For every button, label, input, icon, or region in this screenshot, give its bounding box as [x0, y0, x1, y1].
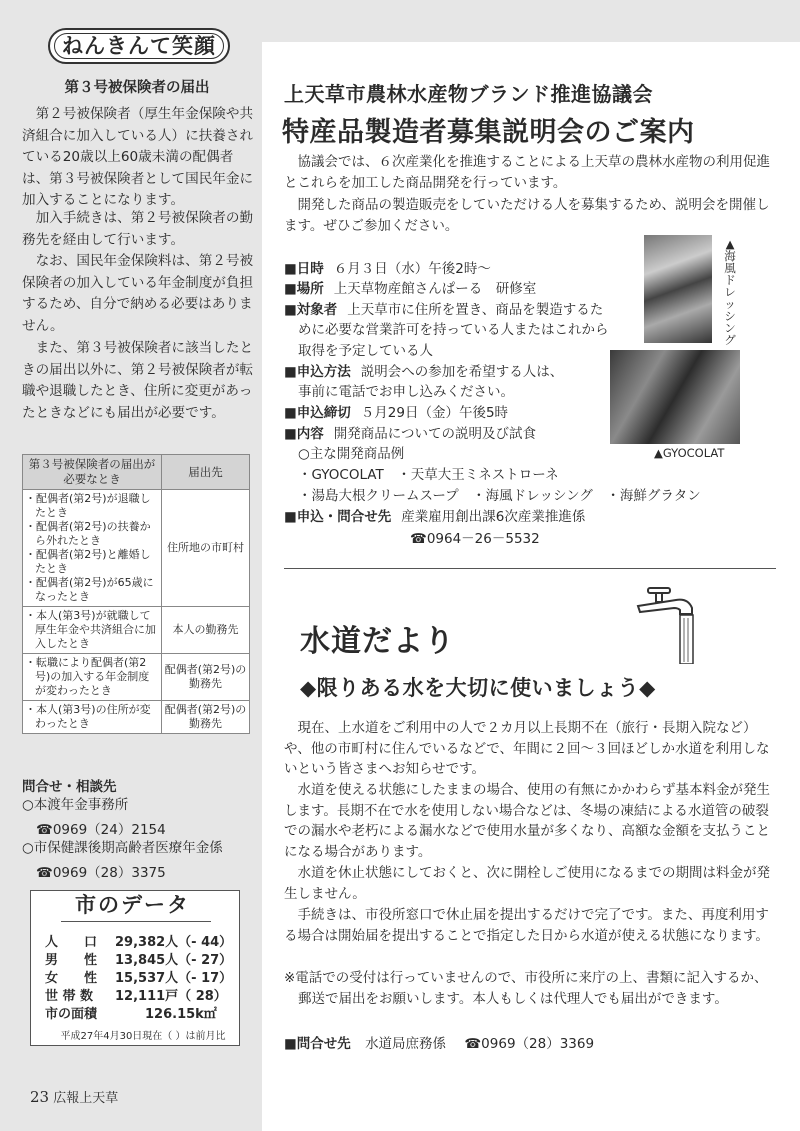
list-item: ・配偶者(第2号)が退職したとき [25, 492, 151, 519]
paragraph: 開発した商品の製造販売をしていただける人を募集するため、説明会を開催します。ぜひご参加ください。 [284, 197, 770, 234]
paragraph: 協議会では、６次産業化を推進することによる上天草の農林水産物の利用促進とこれらを加工した商品開発を行っています。 [284, 154, 770, 191]
paragraph: なお、国民年金保険料は、第２号被保険者の加入している年金制度が負担するため、自分で納める必要はありません。 [22, 253, 254, 334]
data-row [45, 931, 235, 948]
info-value: めに必要な営業許可を持っている人またはこれから [298, 322, 609, 338]
list-item: ・配偶者(第2号)と離婚したとき [25, 548, 151, 575]
article-subheading: 上天草市農林水産物ブランド推進協議会 [284, 82, 653, 106]
left-column [0, 0, 262, 1131]
data-label: 市の面積 [45, 1007, 98, 1022]
info-row [284, 403, 508, 424]
contact-phone: ☎0964－26－5532 [410, 531, 540, 547]
data-row [45, 1003, 235, 1020]
info-row [284, 279, 536, 300]
table-row [23, 654, 250, 701]
contact-phone: ☎0969（24）2154 [36, 822, 166, 838]
table-row [23, 607, 250, 654]
water-section-title: 水道だより [300, 624, 455, 659]
info-row [284, 259, 491, 280]
divider [61, 921, 211, 922]
table-row [23, 490, 250, 607]
section-divider [284, 568, 776, 569]
data-label: 男 性 [45, 953, 98, 968]
list-item: ・配偶者(第2号)の扶養から外れたとき [25, 520, 151, 547]
data-note: 平成27年4月30日現在（ ）は前月比 [60, 1031, 226, 1042]
paragraph: 加入手続きは、第２号被保険者の勤務先を経由して行います。 [22, 210, 254, 248]
info-label: ■内容 [284, 426, 324, 442]
contact-office: ○市保健課後期高齢者医療年金係 [22, 840, 223, 856]
table-cell [23, 654, 162, 701]
info-label: ■日時 [284, 261, 324, 277]
data-label: 人 口 [45, 935, 98, 950]
section-title: 第３号被保険者の届出 [64, 80, 210, 96]
info-value: ６月３日（水）午後2時～ [333, 261, 491, 277]
table-cell: 本人の勤務先 [162, 607, 250, 654]
examples-title: ○主な開発商品例 [298, 446, 405, 462]
data-value: 12,111戸（ 28） [115, 989, 227, 1004]
table-header: 届出先 [162, 455, 250, 490]
examples-line: ・GYOCOLAT ・天草大王ミネストローネ [298, 467, 559, 483]
info-row [284, 507, 585, 528]
list-item: ・転職により配偶者(第2号)の加入する年金制度が変わったとき [25, 656, 150, 697]
paragraph: 手続きは、市役所窓口で休止届を提出するだけで完了です。また、再度利用する場合は開始届を提出することで指定した日から水道が使える状態になります。 [284, 907, 769, 944]
notification-table [22, 454, 250, 734]
dressing-photo [644, 235, 712, 343]
data-label: 世 帯 数 [45, 989, 94, 1004]
table-cell: 配偶者(第2号)の勤務先 [162, 654, 250, 701]
data-value: 29,382人（- 44） [115, 935, 233, 950]
table-cell [23, 701, 162, 734]
info-label: ■対象者 [284, 302, 338, 318]
info-value: 上天草物産館さんぱーる 研修室 [333, 281, 537, 297]
info-label: ■申込方法 [284, 364, 351, 380]
paragraph: 水道を休止状態にしておくと、次に開栓しご使用になるまでの期間は料金が発生しません。 [284, 865, 770, 902]
info-value: 水道局庶務係 [365, 1036, 447, 1052]
data-row [45, 985, 235, 1002]
table-header: 第３号被保険者の届出が必要なとき [23, 455, 162, 490]
paragraph: また、第３号被保険者に該当したときの届出以外に、第２号被保険者が転職や退職したとき、住所に変更があったときなどにも届出が必要です。 [22, 340, 254, 421]
data-value: 13,845人（- 27） [115, 953, 233, 968]
data-label: 女 性 [45, 971, 98, 986]
list-item: ・本人(第3号)の住所が変わったとき [25, 703, 151, 730]
info-label: ■場所 [284, 281, 324, 297]
paragraph: 現在、上水道をご利用中の人で２カ月以上長期不在（旅行・長期入院など）や、他の市町村に住んでいるなどで、年間に２回～３回ほどしか水道を利用しないという皆さまへお知らせです。 [284, 720, 770, 777]
info-value: 説明会への参加を希望する人は、 [360, 364, 564, 380]
info-label: ■申込・問合せ先 [284, 509, 392, 525]
paragraph: 水道を使える状態にしたままの場合、使用の有無にかかわらず基本料金が発生します。長期不在で水を使用しない場合などは、冬場の凍結による水道管の破裂での漏水や老朽による漏水などで使用水量が多くなり、高額な金額を支払うことになる場合があります。 [284, 782, 770, 860]
data-row [45, 949, 235, 966]
water-section-subtitle: ◆限りある水を大切に使いましょう◆ [300, 676, 656, 700]
info-value: 上天草市に住所を置き、商品を製造するた [347, 302, 604, 318]
info-value: 事前に電話でお申し込みください。 [298, 384, 514, 400]
table-cell: 住所地の市町村 [162, 490, 250, 607]
contact-title: 問合せ・相談先 [22, 779, 117, 795]
info-row [284, 300, 603, 321]
info-row [284, 362, 563, 383]
data-row [45, 967, 235, 984]
right-column [262, 0, 800, 1131]
section-banner: ねんきんて笑顔 [48, 28, 230, 64]
page-number: 23 [30, 1088, 50, 1106]
contact-phone: ☎0969（28）3369 [464, 1036, 595, 1052]
city-data-box [30, 890, 240, 1046]
water-contact [284, 1032, 594, 1052]
info-value: 産業雇用創出課6次産業推進係 [401, 509, 586, 525]
contact-office: ○本渡年金事務所 [22, 797, 129, 813]
table-cell: 配偶者(第2号)の勤務先 [162, 701, 250, 734]
page-footer [30, 1087, 118, 1106]
city-data-title: 市のデータ [75, 893, 190, 917]
table-cell [23, 490, 162, 607]
header-band [262, 0, 800, 42]
data-value: 15,537人（- 17） [115, 971, 233, 986]
contact-phone: ☎0969（28）3375 [36, 865, 166, 881]
info-value: ５月29日（金）午後5時 [360, 405, 509, 421]
table-cell [23, 607, 162, 654]
info-value: 開発商品についての説明及び試食 [333, 426, 536, 442]
info-label: ■問合せ先 [284, 1036, 351, 1052]
paragraph: 第２号被保険者（厚生年金保険や共済組合に加入している人）に扶養されている20歳以上60歳未満の配偶者は、第３号被保険者として国民年金に加入することになります。 [22, 106, 254, 208]
info-row [284, 424, 536, 445]
faucet-icon [632, 586, 722, 664]
article-title: 特産品製造者募集説明会のご案内 [282, 117, 695, 148]
photo-caption: ▲GYOCOLAT [654, 446, 725, 460]
publication-name: 広報上天草 [53, 1091, 119, 1106]
photo-caption: ▲海風ドレッシング [724, 237, 736, 347]
list-item: ・本人(第3号)が就職して厚生年金や共済組合に加入したとき [25, 609, 156, 650]
info-value: 取得を予定している人 [298, 343, 433, 359]
list-item: ・配偶者(第2号)が65歳になったとき [25, 576, 154, 603]
gyocolat-photo [610, 350, 740, 444]
info-label: ■申込締切 [284, 405, 351, 421]
data-value: 126.15k㎡ [145, 1007, 217, 1022]
table-row [23, 701, 250, 734]
note: ※電話での受付は行っていませんので、市役所に来庁の上、書類に記入するか、郵送で届出をお願いします。本人もしくは代理人でも届出ができます。 [284, 970, 768, 1007]
examples-line: ・湯島大根クリームスープ ・海風ドレッシング ・海鮮グラタン [298, 488, 701, 504]
